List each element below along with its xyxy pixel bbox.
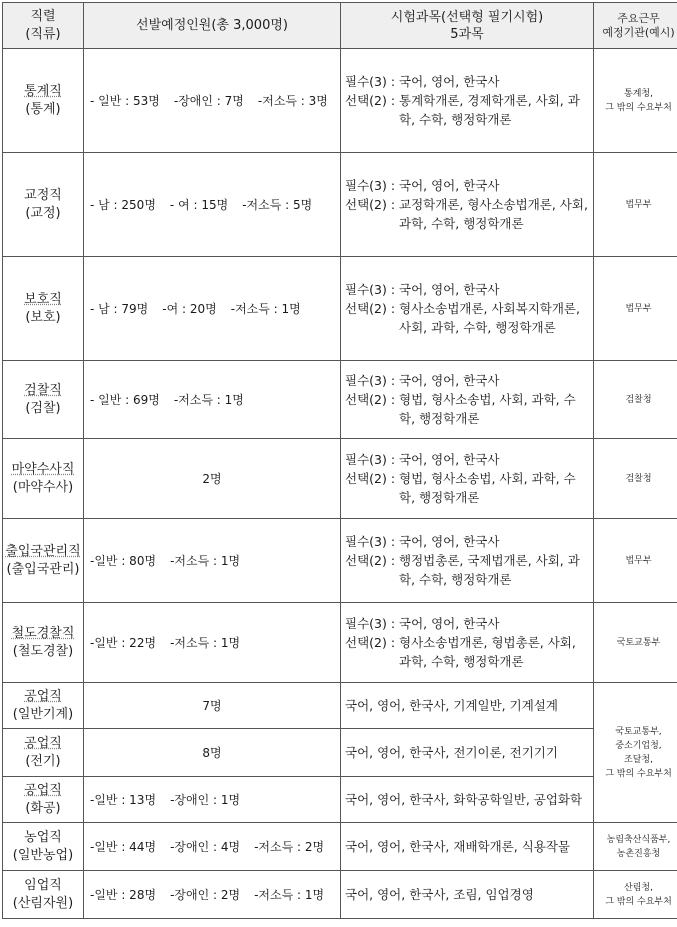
quota-cell — [84, 871, 341, 919]
agency-line: 그 밖의 수요부처 — [605, 102, 672, 113]
series-name: 공업직 — [24, 782, 62, 798]
quota-cell — [84, 777, 341, 823]
series-name: 검찰직 — [24, 382, 62, 398]
header-subjects-line1: 시험과목(선택형 필기시험) — [390, 9, 544, 25]
agency-line: 법무부 — [625, 303, 652, 314]
required-subjects: 필수(3) : 국어, 영어, 한국사 — [345, 373, 500, 388]
subjects-cell — [341, 257, 594, 361]
subjects-cell — [341, 683, 594, 729]
series-type: (산림자원) — [12, 895, 74, 911]
table-row — [3, 729, 677, 777]
series-cell — [3, 361, 84, 439]
table-header-row — [3, 3, 677, 49]
series-name: 공업직 — [24, 735, 62, 751]
table-row — [3, 519, 677, 603]
series-name: 임업직 — [24, 877, 62, 893]
series-type: (화공) — [25, 800, 61, 816]
series-name: 통계직 — [24, 83, 62, 99]
agency-line: 중소기업청, — [615, 740, 662, 751]
quota-item: 2명 — [202, 471, 222, 486]
required-subjects: 필수(3) : 국어, 영어, 한국사 — [345, 282, 500, 297]
required-subjects: 필수(3) : 국어, 영어, 한국사 — [345, 452, 500, 467]
series-cell — [3, 729, 84, 777]
quota-cell — [84, 729, 341, 777]
table-row — [3, 257, 677, 361]
series-cell — [3, 519, 84, 603]
subjects-cell — [341, 871, 594, 919]
series-type: (검찰) — [25, 400, 61, 416]
quota-item: -일반 : 80명 — [90, 553, 157, 568]
quota-item: - 일반 : 53명 — [90, 93, 160, 108]
subjects-text: 국어, 영어, 한국사, 전기이론, 전기기기 — [345, 745, 558, 760]
header-series — [3, 3, 84, 49]
header-agency-line2: 예정기관(예시) — [602, 25, 675, 39]
agency-cell — [594, 361, 677, 439]
quota-item: -일반 : 44명 — [90, 839, 157, 854]
quota-item: - 일반 : 69명 — [90, 392, 160, 407]
series-name: 철도경찰직 — [11, 625, 75, 641]
agency-cell — [594, 519, 677, 603]
subjects-cell — [341, 777, 594, 823]
subjects-text: 국어, 영어, 한국사, 기계일반, 기계설계 — [345, 698, 558, 713]
agency-line: 검찰청 — [625, 473, 652, 484]
agency-line: 검찰청 — [625, 394, 652, 405]
agency-cell — [594, 49, 677, 153]
agency-cell — [594, 603, 677, 683]
table-row — [3, 823, 677, 871]
subjects-text: 국어, 영어, 한국사, 조림, 임업경영 — [345, 887, 534, 902]
series-cell — [3, 153, 84, 257]
quota-item: -저소득 : 3명 — [257, 93, 328, 108]
header-subjects — [341, 3, 594, 49]
series-cell — [3, 823, 84, 871]
subjects-cell — [341, 603, 594, 683]
quota-item: -장애인 : 7명 — [173, 93, 244, 108]
subjects-text: 국어, 영어, 한국사, 화학공학일반, 공업화학 — [345, 792, 583, 807]
series-name: 교정직 — [24, 187, 62, 203]
subjects-cell — [341, 153, 594, 257]
agency-line: 국토교통부 — [616, 637, 661, 648]
series-type: (마약수사) — [12, 479, 74, 495]
series-name: 출입국관리직 — [5, 543, 81, 559]
agency-line: 조달청, — [624, 754, 653, 765]
series-name: 마약수사직 — [11, 461, 75, 477]
agency-line: 산림청, — [624, 882, 653, 893]
agency-cell — [594, 683, 677, 823]
series-cell — [3, 871, 84, 919]
quota-item: - 여 : 15명 — [169, 197, 229, 212]
table-row — [3, 871, 677, 919]
series-type: (출입국관리) — [6, 561, 80, 577]
quota-item: -일반 : 13명 — [90, 792, 157, 807]
header-series-line1: 직렬 — [30, 8, 56, 24]
quota-item: -저소득 : 1명 — [170, 553, 241, 568]
quota-item: -장애인 : 2명 — [170, 887, 241, 902]
quota-cell — [84, 439, 341, 519]
agency-line: 통계청, — [624, 88, 653, 99]
agency-cell — [594, 871, 677, 919]
table-row — [3, 439, 677, 519]
quota-item: -일반 : 22명 — [90, 635, 157, 650]
required-subjects: 필수(3) : 국어, 영어, 한국사 — [345, 534, 500, 549]
table-row — [3, 49, 677, 153]
series-cell — [3, 603, 84, 683]
series-name: 보호직 — [24, 291, 62, 307]
quota-cell — [84, 683, 341, 729]
header-quota: 선발예정인원(총 3,000명) — [84, 3, 341, 49]
agency-line: 법무부 — [625, 199, 652, 210]
header-subjects-line2: 5과목 — [450, 26, 484, 42]
quota-cell — [84, 361, 341, 439]
quota-item: -저소득 : 5명 — [242, 197, 313, 212]
agency-cell — [594, 823, 677, 871]
series-cell — [3, 777, 84, 823]
series-cell — [3, 49, 84, 153]
quota-item: -저소득 : 2명 — [254, 839, 325, 854]
quota-item: -여 : 20명 — [162, 301, 217, 316]
subjects-cell — [341, 729, 594, 777]
quota-cell — [84, 257, 341, 361]
series-cell — [3, 439, 84, 519]
quota-item: - 남 : 79명 — [90, 301, 149, 316]
table-row — [3, 361, 677, 439]
quota-cell — [84, 519, 341, 603]
quota-item: -일반 : 28명 — [90, 887, 157, 902]
optional-subjects: 선택(2) : 형법, 형사소송법, 사회, 과학, 수학, 행정학개론 — [345, 471, 576, 505]
header-agency-line1: 주요근무 — [617, 11, 660, 25]
optional-subjects: 선택(2) : 통계학개론, 경제학개론, 사회, 과학, 수학, 행정학개론 — [345, 93, 580, 127]
quota-item: -장애인 : 4명 — [170, 839, 241, 854]
agency-line: 농림축산식품부, — [606, 834, 671, 845]
quota-item: -저소득 : 1명 — [170, 635, 241, 650]
subjects-cell — [341, 823, 594, 871]
series-type: (철도경찰) — [12, 643, 74, 659]
series-name: 공업직 — [24, 688, 62, 704]
table-row — [3, 777, 677, 823]
optional-subjects: 선택(2) : 형사소송법개론, 형법총론, 사회, 과학, 수학, 행정학개론 — [345, 635, 576, 669]
series-cell — [3, 257, 84, 361]
quota-item: -저소득 : 1명 — [254, 887, 325, 902]
series-type: (통계) — [25, 101, 61, 117]
header-agency — [594, 3, 677, 49]
series-type: (일반기계) — [12, 706, 74, 722]
subjects-text: 국어, 영어, 한국사, 재배학개론, 식용작물 — [345, 839, 570, 854]
quota-cell — [84, 49, 341, 153]
agency-cell — [594, 153, 677, 257]
quota-item: - 남 : 250명 — [90, 197, 156, 212]
series-type: (일반농업) — [12, 847, 74, 863]
agency-line: 법무부 — [625, 555, 652, 566]
table-row — [3, 603, 677, 683]
quota-cell — [84, 603, 341, 683]
subjects-cell — [341, 439, 594, 519]
header-series-line2: (직류) — [25, 26, 61, 42]
agency-line: 국토교통부, — [615, 726, 662, 737]
agency-line: 그 밖의 수요부처 — [605, 768, 672, 779]
required-subjects: 필수(3) : 국어, 영어, 한국사 — [345, 178, 500, 193]
agency-cell — [594, 439, 677, 519]
series-cell — [3, 683, 84, 729]
optional-subjects: 선택(2) : 행정법총론, 국제법개론, 사회, 과학, 수학, 행정학개론 — [345, 553, 580, 587]
optional-subjects: 선택(2) : 형법, 형사소송법, 사회, 과학, 수학, 행정학개론 — [345, 392, 576, 426]
agency-line: 그 밖의 수요부처 — [605, 896, 672, 907]
quota-cell — [84, 823, 341, 871]
quota-item: -저소득 : 1명 — [173, 392, 244, 407]
quota-item: 8명 — [202, 745, 222, 760]
subjects-cell — [341, 519, 594, 603]
series-name: 농업직 — [24, 829, 62, 845]
required-subjects: 필수(3) : 국어, 영어, 한국사 — [345, 616, 500, 631]
optional-subjects: 선택(2) : 형사소송법개론, 사회복지학개론, 사회, 과학, 수학, 행정학개론 — [345, 301, 580, 335]
recruitment-table — [2, 2, 677, 919]
quota-item: -장애인 : 1명 — [170, 792, 241, 807]
quota-cell — [84, 153, 341, 257]
table-row — [3, 683, 677, 729]
subjects-cell — [341, 361, 594, 439]
agency-line: 농촌진흥청 — [616, 848, 661, 859]
quota-item: 7명 — [202, 698, 222, 713]
subjects-cell — [341, 49, 594, 153]
series-type: (교정) — [25, 205, 61, 221]
series-type: (보호) — [25, 309, 61, 325]
optional-subjects: 선택(2) : 교정학개론, 형사소송법개론, 사회, 과학, 수학, 행정학개론 — [345, 197, 588, 231]
table-row — [3, 153, 677, 257]
series-type: (전기) — [25, 753, 61, 769]
agency-cell — [594, 257, 677, 361]
quota-item: -저소득 : 1명 — [230, 301, 301, 316]
required-subjects: 필수(3) : 국어, 영어, 한국사 — [345, 74, 500, 89]
